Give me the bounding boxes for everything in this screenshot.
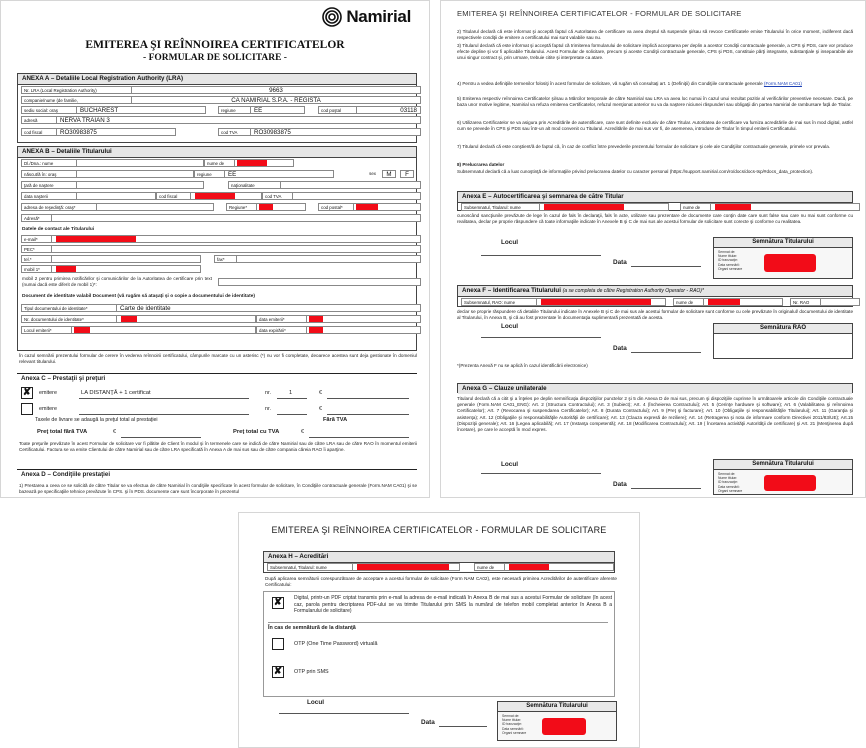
annex-g-data-line[interactable] [631, 488, 701, 489]
doc-number-label: Nr. documentului de identitate* [21, 315, 116, 323]
nationality-field[interactable] [280, 181, 421, 189]
street-field[interactable] [51, 214, 421, 222]
holder-name-label: Dl./Dna.: nume [21, 159, 76, 167]
clause-2: 2) Titularul declară că este informat şi acceptă faptul că Autoritatea de certificare va avea dreptul să suspende şi/sau să revoce Certificatele emise Titularului în orice moment, indiferent dacă respectivele condiţii de emitere a certificatului mai sunt valabile sau nu. [457, 29, 853, 41]
clause-5: 5) Emiterea respectiv reînnoirea Certificatelor şi/sau a Mărcilor temporale de către Namirial sau LRA va avea loc numai în cazul unui rezultat pozitiv al verificărilor preventive necesare. Dacă, pe baza unor motive legitime, Namirial va refuza emiterea Certificatelor, refuzul menţionat anterior nu va da naştere niciunei răspunderi sau obligaţii din partea Namirial de rambursare faţă de Titular. [457, 96, 853, 108]
tva-field[interactable]: RO30983875 [250, 128, 421, 136]
email-label: e-mail* [21, 235, 51, 243]
tel-label: tel.* [21, 255, 51, 263]
annex-e-data-line[interactable] [631, 266, 701, 267]
holder-tva-label: cod TVA [262, 192, 292, 200]
mobile-label: mobil 1* [21, 265, 51, 273]
annex-g-text: Titularul declară că a citit şi a înţeles pe deplin semnificaţia dispoziţiilor punctelor 2 şi 5 din Anexa D de mai sus, precum şi dispoziţiile cuprinse în următoarele articole din Condiţiile contractuale generale (Form.NAM CA01_ENG): Art. 2 (Structura Contractului); Art. 3 (Subiect); Art. 4 (Încheierea Contractului); Art. 5 (Cerinţe hardware şi software); Art. 6 (Valabilitatea şi reînnoirea Certificatelor); Art. 7 (Revocarea şi suspendarea Certificatelor); Art. 8 (Durata Contractului); Art. 9 (Preţ şi facturare); Art. 10 (Obligaţiile şi responsabilităţile Titularului); Art. 11 (Garanţia şi asistenţa); Art. 12 (Obligaţiile şi responsabilităţile Autorităţii de certificare); Art. 13 (Clauza expresă de reziliere); Art. 14 (Retragerea şi nota de informare conform Directivei 2011/83/UE); Art.15 (Dispoziţii generale); Art. 16 (Legea aplicabilă); Art. 17 (Instanţa competentă); Art. 18 (Modificarea Contractului); Art. 19 ( Încetarea activităţii Autorităţii de certificare) şi Art. 21 (Menţinerea după încetare), pe care le acceptă în mod expres. [457, 396, 853, 433]
annex-h-title: Anexa H – Acreditări [264, 552, 614, 563]
annex-h-locul-line[interactable] [279, 713, 409, 714]
signature-redaction [542, 718, 586, 735]
form-link[interactable]: (Form.NAM CA01) [763, 81, 802, 86]
fiscal-label: cod fiscal [21, 128, 56, 136]
annex-h [263, 551, 615, 573]
annex-g-data-label: Data [613, 481, 627, 488]
annex-f-note: *(Prezenta Anexă F nu se aplică în cazul identificării electronice) [457, 363, 588, 368]
mobile-field[interactable] [51, 265, 201, 273]
redaction-mark [715, 204, 751, 211]
company-field[interactable]: CA NAMIRIAL S.P.A. - REGISTA [131, 96, 421, 104]
holder-name-field[interactable] [76, 159, 204, 167]
fax-field[interactable] [236, 255, 421, 263]
page-subtitle: - FORMULAR DE SOLICITARE - [143, 53, 287, 63]
emit-price-line[interactable] [327, 398, 409, 399]
annex-h-first-field[interactable] [504, 563, 614, 571]
annex-a-title: ANEXA A – Detaliile Local Registration Authority (LRA) [18, 74, 416, 85]
issue-date-label: data emiterii* [256, 315, 306, 323]
pdf-email-option: Digital, printr-un PDF criptat transmis prin e-mail la adresa de e-mail indicată în Anexa B de mai sus a acestui Formular de solicitare (în acest caz, parola pentru decriptarea PDF-ului se va trimite Titularului prin SMS la numărul de telefon mobil completat anterior în Anexa B a Formularului de solicitare) [294, 595, 612, 615]
address-field[interactable]: NERVA TRAIAN 3 [56, 116, 421, 124]
fiscal-field[interactable]: RO30983875 [56, 128, 176, 136]
doc-type-field[interactable]: Carte de identitate [116, 304, 421, 312]
delivery-options [263, 591, 615, 697]
issue-date-field[interactable] [306, 315, 421, 323]
namirial-logo [322, 7, 411, 27]
region-label: regiune [218, 106, 250, 114]
clause-4 [457, 81, 853, 87]
annex-f [457, 285, 853, 307]
emit2-nr-line[interactable] [277, 414, 307, 415]
sex-m-option[interactable]: M [382, 170, 396, 178]
annex-e-name-label: Subsemnatul, Titularul: nume [461, 203, 539, 211]
annex-c-text: Toate preţurile prevăzute în acest Formular de solicitare vor fi plătite de Client în modul şi în termenele care se indică de către Namirial sau de către LRA sau de către RAO în momentul emiterii Certificatului. Factura se va emite Clientului de către Namirial sau de către LRA specificată în Anexa A de mai sus sau de către compania căreia RAO îi aparţine. [19, 441, 417, 453]
emit-nr-line [277, 398, 307, 399]
emit2-nr-label: nr. [265, 406, 271, 412]
redaction-mark [309, 316, 323, 323]
emit-description-line [79, 398, 249, 399]
street-label: Adresă* [21, 214, 51, 222]
birthdate-field[interactable] [76, 192, 156, 200]
doc-type-label: Tipul documentului de identitate* [21, 304, 116, 312]
redaction-mark [708, 299, 740, 306]
residence-label: adresa de reşedinţă: oraş* [21, 203, 96, 211]
annex-f-title-row [458, 286, 852, 297]
annex-e-title: Anexa E – Autocertificarea şi semnarea de către Titular [458, 192, 852, 203]
brand-name: Namirial [346, 7, 411, 26]
address-label: adresă [21, 116, 56, 124]
emit-euro: € [319, 390, 322, 396]
birth-country-field[interactable] [76, 181, 204, 189]
sex-label: sex [334, 170, 378, 178]
page-cut-divider [1, 497, 430, 498]
annex-g-title: Anexa G – Clauze unilaterale [458, 384, 852, 394]
annex-b [17, 146, 417, 351]
without-tva-label: Fără TVA [323, 417, 348, 423]
annex-h-name-label: Subsemnatul, Titularul: nume [267, 563, 352, 571]
redaction-mark [541, 299, 651, 306]
emit2-description-line[interactable] [79, 414, 249, 415]
tva-label: cod TVA [218, 128, 250, 136]
signature-redaction [764, 475, 816, 491]
clause-6: 6) Utilizarea Certificatelor se va asigura prin Acreditările de autentificare, care sunt definite exclusiv de către Titular. Autoritatea de certificare va furniza acreditările de mai sus în mod digital, astfel cum se prevede în CPS şi PDS sau într-un alt mod convenit cu Titularul. Acreditările de mai sus vor fi, de asemenea, introduse de Titular în timpul emiterii Certificatului. [457, 120, 853, 132]
holder-tva-field[interactable] [292, 192, 421, 200]
issue-place-field[interactable] [71, 326, 256, 334]
total-no-tva-label: Preţ total fără TVA [37, 429, 88, 435]
rao-first-label: nume de [673, 298, 703, 306]
annex-h-intro: După aplicarea semnăturii corespunzătoare de acceptare a acestui formular de solicitare (Form NAM CA02), este necesară primirea Acreditărilor de autentificare aferente Certificatului: [265, 576, 617, 588]
pec-field[interactable] [51, 245, 421, 253]
emit2-euro: € [319, 406, 322, 412]
redaction-mark [309, 327, 323, 334]
annex-e-locul-label: Locul [501, 239, 519, 246]
total-tva-label: Preţ total cu TVA [233, 429, 280, 435]
rao-no-label: Nr. RAO [790, 298, 820, 306]
born-region-field[interactable]: EE [224, 170, 334, 178]
clause-8-title: 8) Prelucrarea datelor [457, 162, 505, 167]
redaction-mark [356, 204, 378, 211]
annex-f-data-label: Data [613, 345, 627, 352]
remote-signature-title: În cas de semnătură de la distanţă [268, 622, 608, 632]
redaction-mark [237, 160, 267, 167]
running-header: EMITEREA ŞI REÎNNOIREA CERTIFICATELOR - FORMULAR DE SOLICITARE [457, 9, 742, 18]
annex-c-header-bar [17, 373, 417, 382]
annex-g-signature-meta: Semnat de: Nume titular: ID tranzacţie: Data semnării: Organi semnare [718, 472, 743, 493]
annex-f-text: declar se proprie răspundere că detaliile Titularului indicate în Anexele B şi C de mai sus ale acestui formular de solicitare sunt conforme cu cele prevăzute în originalul/ documentului de identitate al Titularului, în Anexa B, şi că au fost prezentate în documentaţia suplimentară prezentată de acesta. [457, 309, 853, 321]
redaction-mark [56, 266, 76, 273]
annex-e-first-field[interactable] [710, 203, 860, 211]
residence-region-label: Regiune* [226, 203, 256, 211]
signature-redaction [764, 254, 816, 272]
birth-country-label: ţară de naştere [21, 181, 76, 189]
sms-otp-option: OTP prin SMS [294, 669, 329, 675]
holder-first-field[interactable] [234, 159, 294, 167]
annex-d-header-bar [17, 469, 417, 478]
annex-e [457, 191, 853, 211]
emit2-label: emitere [39, 406, 57, 412]
seat-city-label: sediu social: oraş [21, 106, 76, 114]
redaction-mark [259, 204, 273, 211]
emit-nr-value[interactable]: 1 [289, 390, 293, 396]
city-field[interactable]: BUCHAREST [76, 106, 206, 114]
mobile2-field[interactable] [218, 278, 421, 286]
annex-e-data-label: Data [613, 259, 627, 266]
clause-4-text: 4) Pentru a vedea definiţiile termenilor folosiţi în acest formular de solicitare, vă rugăm să consultaţi art. 1 (Definiţii) din Condiţiile contractuale generale [457, 81, 763, 86]
postal-field[interactable]: 03118 [356, 106, 421, 114]
annex-d-text: 1) Prestarea a ceea ce se solicită de către Titular se va efectua de către Namirial în condiţiile specificate în acest formular de solicitare, în Condiţiile contractuale generale (Form.NAM CA01) şi se bazează pe specificaţiile tehnice prevăzute în CPS. şi în PDS. documente care sunt încorporate în prezentul [19, 483, 417, 495]
mobile2-label: mobil 2 pentru primirea notificărilor şi comunicărilor de la Autoritatea de certificare prin text (numai dacă este diferit de mobil 1)*: [22, 276, 212, 288]
emit-nr-label: nr. [265, 390, 271, 396]
fax-label: fax* [214, 255, 236, 263]
pec-label: PEC* [21, 245, 51, 253]
annex-h-locul-label: Locul [307, 699, 325, 706]
annex-g-signature-title: Semnătura Titularului [714, 460, 852, 470]
form-page-3 [238, 512, 640, 748]
total-tva-line[interactable] [309, 437, 409, 438]
form-page-1 [0, 0, 430, 498]
page-title: EMITEREA ŞI REÎNNOIREA CERTIFICATELOR [85, 39, 345, 51]
nationality-label: naţionalitate [228, 181, 280, 189]
sms-otp-checkbox[interactable]: ✘ [273, 666, 283, 677]
annex-f-subtitle: (a se completa de către Registration Authority Operator - RAO)* [562, 288, 704, 294]
annex-f-locul-line[interactable] [481, 337, 601, 338]
emit2-price-line[interactable] [327, 414, 409, 415]
postal-label: cod poştal [318, 106, 356, 114]
renewal-note: În cazul semnării prezentului formular de cerere în vederea reînnoirii certificatului, câmpurile marcate cu un asterisc (*) nu vor fi completate, deoarece acestea sunt deja gestionate în domeniul relevant titularului. [19, 353, 417, 365]
annex-b-title: ANEXA B – Detaliile Titularului [18, 147, 416, 158]
emit-description: LA DISTANŢĂ + 1 certificat [81, 390, 151, 396]
annex-h-signature-box[interactable] [497, 701, 617, 741]
holder-signature-box[interactable] [713, 237, 853, 279]
redaction-mark [74, 327, 90, 334]
region-field[interactable]: EE [250, 106, 305, 114]
rao-name-field[interactable] [536, 298, 666, 306]
rao-no-field[interactable] [820, 298, 860, 306]
born-city-label: născut/ă în: oraş [21, 170, 76, 178]
issue-place-label: Locul emiterii* [21, 326, 71, 334]
emit-checkbox[interactable]: ✘ [22, 387, 32, 398]
annex-h-name-field[interactable] [352, 563, 460, 571]
lra-no-field[interactable]: 9663 [131, 86, 421, 94]
emit2-checkbox[interactable] [21, 403, 33, 415]
residence-field[interactable] [96, 203, 214, 211]
total-tva-euro: € [301, 429, 304, 435]
born-region-label: regiune [194, 170, 224, 178]
rao-signature-box[interactable] [713, 323, 853, 359]
redaction-mark [121, 316, 137, 323]
namirial-logo-icon [322, 7, 342, 27]
redaction-mark [357, 564, 449, 571]
annex-h-first-label: nume de [474, 563, 504, 571]
email-field[interactable] [51, 235, 421, 243]
annex-g [457, 383, 853, 393]
virtual-otp-checkbox[interactable] [272, 638, 284, 650]
running-header: EMITEREA ŞI REÎNNOIREA CERTIFICATELOR - FORMULAR DE SOLICITARE [271, 525, 607, 535]
residence-postal-field[interactable] [353, 203, 421, 211]
redaction-mark [56, 236, 136, 243]
expiry-date-field[interactable] [306, 326, 421, 334]
form-page-2 [440, 0, 866, 498]
expiry-date-label: data expirării* [256, 326, 306, 334]
rao-name-label: Subsemnatul, RAO: nume [461, 298, 536, 306]
born-city-field[interactable] [76, 170, 194, 178]
pdf-email-checkbox[interactable]: ✘ [273, 597, 283, 608]
residence-region-field[interactable] [256, 203, 306, 211]
signature-meta: Semnat de: Nume titular: ID tranzacţie: Data semnării: Organi semnare [718, 250, 743, 271]
annex-h-signature-meta: Semnat de: Nume titular: ID tranzacţie: Data semnării: Organi semnare [502, 714, 527, 735]
annex-h-data-label: Data [421, 719, 435, 726]
redaction-mark [544, 204, 624, 211]
annex-f-data-line[interactable] [631, 352, 701, 353]
holder-signature-title: Semnătura Titularului [714, 238, 852, 248]
annex-g-locul-label: Locul [501, 461, 519, 468]
annex-e-locul-line[interactable] [481, 255, 601, 256]
annex-h-data-line[interactable] [439, 726, 487, 727]
annex-a [17, 73, 417, 143]
annex-e-first-label: nume de [680, 203, 710, 211]
annex-g-locul-line[interactable] [481, 473, 601, 474]
total-no-tva-euro: € [113, 429, 116, 435]
residence-postal-label: cod postal* [318, 203, 353, 211]
contact-section-title: Datele de contact ale Titularului [22, 227, 95, 232]
annex-f-title: Anexa F – Identificarea Titularului [462, 287, 561, 294]
rao-signature-title: Semnătura RAO [714, 324, 852, 334]
holder-first-label: nume de [204, 159, 234, 167]
annex-f-locul-label: Locul [501, 323, 519, 330]
doc-number-field[interactable] [116, 315, 256, 323]
clause-7: 7) Titularul declară că este conştient/ă de faptul că, în caz de conflict între prevederile prezentului formular de solicitare şi cele ale Condiţiilor contractuale generale, primele vor prevala. [457, 144, 831, 149]
redaction-mark [509, 564, 549, 571]
annex-d-title: Anexa D – Condiţiile prestaţiei [21, 471, 111, 478]
annex-c-title: Anexa C – Prestaţii şi preţuri [21, 375, 106, 382]
redaction-mark [195, 193, 235, 200]
id-document-section-title: Document de identitate valabil Document (vă rugăm să ataşaţi şi o copie a documentului de identitate) [22, 294, 255, 299]
birthdate-label: data naşterii [21, 192, 76, 200]
sex-f-option[interactable]: F [400, 170, 414, 178]
lra-no-label: Nr. LRA (Local Registration Authority) [21, 86, 131, 94]
annex-e-name-field[interactable] [539, 203, 669, 211]
holder-fiscal-label: cod fiscal [156, 192, 190, 200]
clause-3: 3) Titularul declară că este informat şi acceptă faptul că trimiterea formularului de solicitare implică acceptarea per deplin a acestor Condiţii contractuale generale, a CPS şi PDS, care vor produce efecte depline şi vor fi aplicabile Titularului. Acest Formular de solicitare, precum şi aceste Condiţii contractuale generale, CPS şi PDS, constituie părţi integrante, substanţiale şi inseparabile ale unui singur contract şi, prin urmare, trebuie citite şi interpretate ca atare. [457, 43, 853, 61]
total-no-tva-line[interactable] [121, 437, 201, 438]
holder-fiscal-field[interactable] [190, 192, 262, 200]
clause-8: Subsemnatul declară că a luat cunoştinţă de informaţiile privind prelucrarea datelor cu caracter personal (https://support.namirial.com/ro/docs/docs-tsp/#docs_data_protection). [457, 169, 814, 174]
tel-field[interactable] [51, 255, 201, 263]
virtual-otp-option: OTP (One Time Password) virtuală [294, 641, 378, 647]
company-label: companie/nume (de familie, [21, 96, 131, 104]
emit-label: emitere [39, 390, 57, 396]
rao-first-field[interactable] [703, 298, 783, 306]
shipping-tax-label: Taxele de livrare se adaugă la preţul total al prestaţiei [35, 417, 158, 423]
annex-e-text: cunoscând sancţiunile prevăzute de lege în cazul de fals în declaraţii, fals în acte, utilizare sau prezentare de documente care conţin date care sunt false sau care nu mai sunt conforme cu realitatea, declar pe proprie răspundere că toate informaţiile indicate în Anexele B şi C de mai sus ale acestui formular de solicitare sunt corecte şi conforme cu realitatea. [457, 213, 853, 225]
annex-g-signature-box[interactable] [713, 459, 853, 495]
annex-h-signature-title: Semnătura Titularului [498, 702, 616, 712]
